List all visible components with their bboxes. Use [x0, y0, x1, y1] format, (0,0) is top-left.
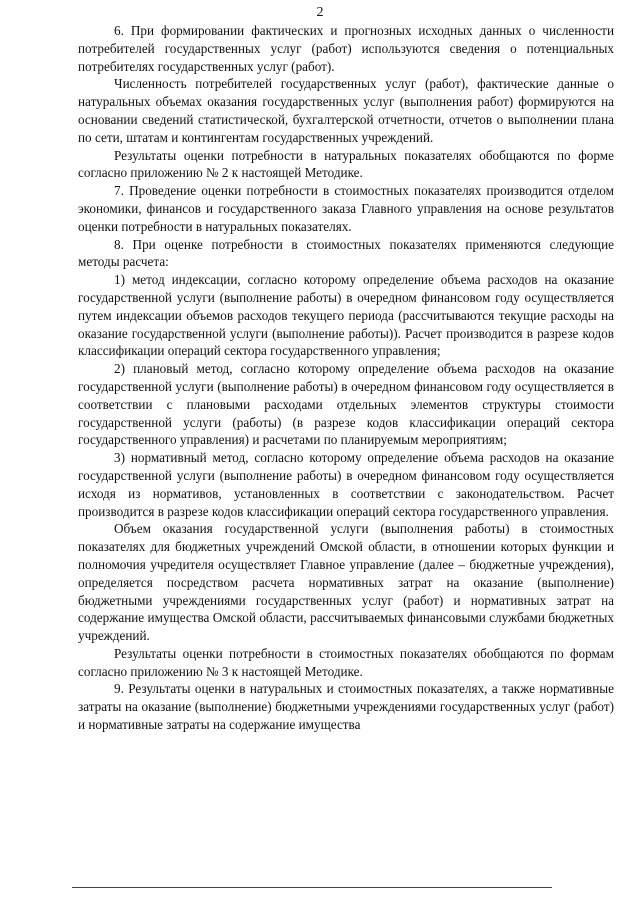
paragraph-consumer-count: Численность потребителей государственных услуг (работ), фактические данные о натуральных объемах оказания государственных услуг (выполнения работ) формируются на основании сведений статистической, бухгалтерской отчетности, отчетов о выполнении плана по сети, штатам и контингентам государственных учреждений. — [78, 76, 614, 145]
paragraph-cost-results: Результаты оценки потребности в стоимостных показателях обобщаются по формам согласно приложению № 3 к настоящей Методике. — [78, 645, 614, 679]
paragraph-6: 6. При формировании фактических и прогнозных исходных данных о численности потребителей государственных услуг (работ) используются сведения о потенциальных потребителях государственных услуг (работ). — [78, 23, 614, 74]
paragraph-natural-results: Результаты оценки потребности в натуральных показателях обобщаются по форме согласно приложению № 2 к настоящей Методике. — [78, 147, 614, 181]
bottom-divider — [72, 887, 552, 888]
paragraph-8: 8. При оценке потребности в стоимостных показателях применяются следующие методы расчета: — [78, 236, 614, 270]
document-body — [78, 22, 614, 734]
paragraph-volume-cost: Объем оказания государственной услуги (выполнения работы) в стоимостных показателях для бюджетных учреждений Омской области, в отношении которых функции и полномочия учредителя осуществляет Главное управление (далее – бюджетные учреждения), определяется посредством расчета нормативных затрат на оказание (выполнение) бюджетными учреждениями государственных услуг (работ) и нормативных затрат на содержание имущества Омской области, рассчитываемых финансовыми службами бюджетных учреждений. — [78, 521, 614, 644]
paragraph-9: 9. Результаты оценки в натуральных и стоимостных показателях, а также нормативные затраты на оказание (выполнение) бюджетными учреждениями государственных услуг (работ) и нормативные затраты на содержание имущества — [78, 681, 614, 733]
paragraph-8-method-2: 2) плановый метод, согласно которому определение объема расходов на оказание государственной услуги (выполнение работы) в очередном финансовом году осуществляется в соответствии с плановыми расходами отдельных элементов структуры стоимости государственной услуги (работы) (в разрезе кодов классификации операций сектора государственного управления) и расчетами по планируемым мероприятиям; — [78, 361, 614, 448]
page-number: 2 — [316, 5, 324, 20]
paragraph-8-method-1: 1) метод индексации, согласно которому определение объема расходов на оказание государственной услуги (выполнение работы) в очередном финансовом году осуществляется путем индексации объемов расходов текущего периода (рассчитываются текущие расходы на оказание государственной услуги (выполнение работы)). Расчет производится в разрезе кодов классификации операций сектора государственного управления; — [78, 272, 614, 359]
paragraph-8-method-3: 3) нормативный метод, согласно которому определение объема расходов на оказание государственной услуги (выполнение работы) в очередном финансовом году осуществляется исходя из нормативов, установленных в соответствии с законодательством. Расчет производится в разрезе кодов классификации операций сектора государственного управления. — [78, 450, 614, 519]
paragraph-7: 7. Проведение оценки потребности в стоимостных показателях производится отделом экономики, финансов и государственного заказа Главного управления на основе результатов оценки потребности в натуральных показателях. — [78, 183, 614, 234]
